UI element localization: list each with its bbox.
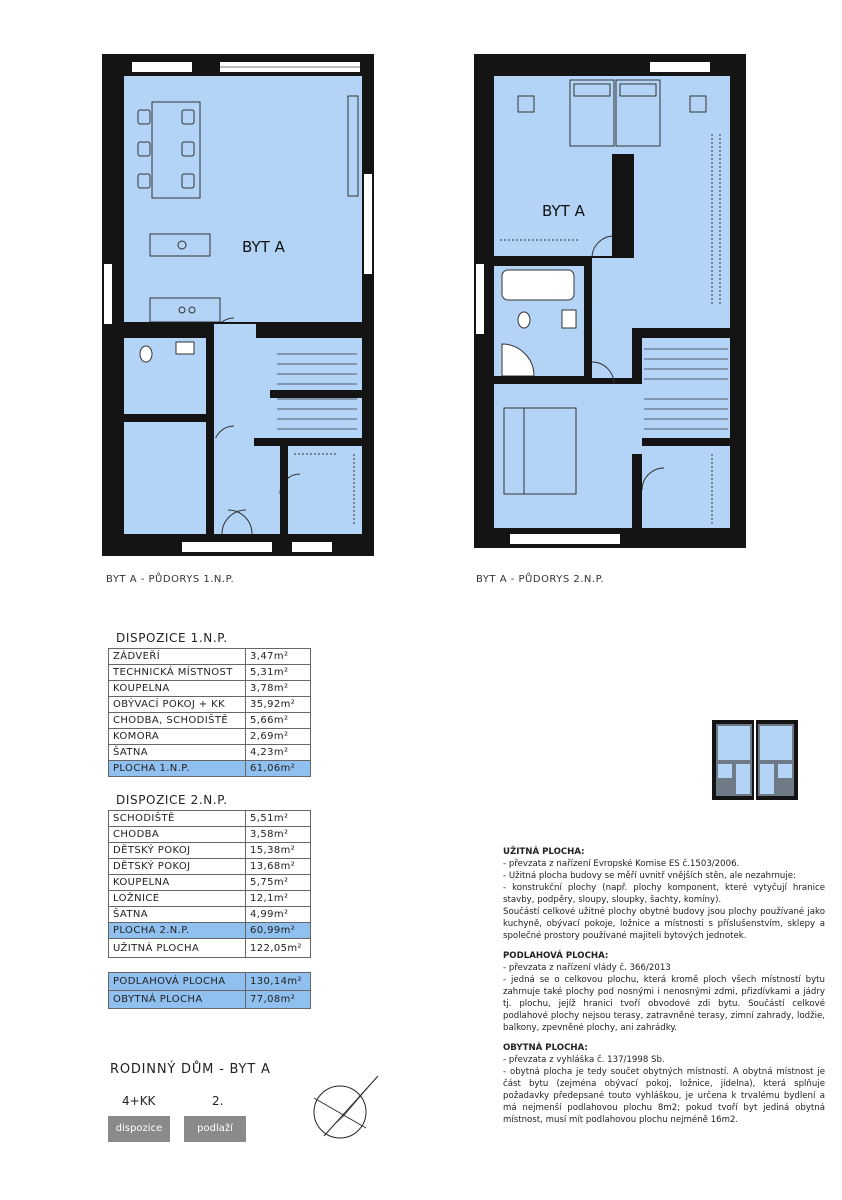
room-name: ZÁDVEŘÍ — [109, 649, 246, 665]
room-area: 3,78m² — [246, 681, 311, 697]
room-name: LOŽNICE — [109, 891, 246, 907]
note-line: - převzata z nařízení vlády č. 366/2013 — [503, 963, 671, 973]
usable-area-heading: UŽITNÁ PLOCHA: — [503, 847, 585, 857]
room-name: ŠATNA — [109, 745, 246, 761]
summary-area: 130,14m² — [246, 973, 311, 991]
total-name: PLOCHA 1.N.P. — [109, 761, 246, 777]
ground-plan-caption: BYT A - PŮDORYS 1.N.P. — [106, 574, 235, 585]
room-area: 4,99m² — [246, 907, 311, 923]
total-name: PLOCHA 2.N.P. — [109, 923, 246, 939]
room-area: 2,69m² — [246, 729, 311, 745]
upper-floor-plan — [474, 54, 746, 548]
note-line: Součástí celkové užitné plochy obytné budovy jsou plochy používané jako kuchyně, obývací pokoje, ložnice a místnosti s příslušenstvím, sklepy a společné prostory používané majiteli bytových jednotek. — [503, 907, 825, 941]
north-arrow-icon — [306, 1068, 386, 1148]
disposition-label: dispozice — [108, 1116, 170, 1142]
upper-plan-label: BYT A — [542, 202, 585, 220]
room-area: 4,23m² — [246, 745, 311, 761]
room-name: KOUPELNA — [109, 681, 246, 697]
room-area: 5,66m² — [246, 713, 311, 729]
disp2-title: DISPOZICE 2.N.P. — [116, 793, 228, 807]
ground-plan-label: BYT A — [242, 238, 285, 256]
room-name: DĚTSKÝ POKOJ — [109, 859, 246, 875]
room-name: KOUPELNA — [109, 875, 246, 891]
note-line: - převzata z nařízení Evropské Komise ES č.1503/2006. — [503, 859, 740, 869]
entrance — [214, 446, 280, 534]
table-row — [109, 713, 311, 729]
room-area: 5,51m² — [246, 811, 311, 827]
summary-row — [109, 973, 311, 991]
stair-ground — [270, 338, 362, 438]
upper-plan-caption: BYT A - PŮDORYS 2.N.P. — [476, 574, 605, 585]
table-row — [109, 843, 311, 859]
notes-section — [503, 842, 825, 1126]
room-area: 15,38m² — [246, 843, 311, 859]
room-name: TECHNICKÁ MÍSTNOST — [109, 665, 246, 681]
table-row — [109, 665, 311, 681]
room-area: 3,47m² — [246, 649, 311, 665]
note-line: - obytná plocha je tedy součet obytných místností. A obytná místnost je část bytu (zejména obývací pokoj, ložnice, jídelna), která splňuje požadavky předepsané touto vyhláškou, je určena k trvalému bydlení a má nejmenší podlahovou plochu 8m2; pokud tvoří byt jediná obytná místnost, musí mít podlahovou plochu nejméně 16m2. — [503, 1067, 825, 1125]
summary-name: PODLAHOVÁ PLOCHA — [109, 973, 246, 991]
note-line: - převzata z vyhláška č. 137/1998 Sb. — [503, 1055, 665, 1065]
room-name: SCHODIŠTĚ — [109, 811, 246, 827]
table-row — [109, 827, 311, 843]
kids-room-2 — [634, 76, 730, 328]
wardrobe-upper — [640, 446, 730, 528]
note-line: - Užitná plocha budovy se měří uvnitř vnějších stěn, ale nezahrnuje: — [503, 871, 796, 881]
room-name: CHODBA — [109, 827, 246, 843]
usable-area: 122,05m² — [246, 939, 311, 958]
total-row — [109, 761, 311, 777]
table-row — [109, 907, 311, 923]
table-row — [109, 745, 311, 761]
bedroom — [494, 384, 632, 528]
summary-table — [108, 972, 311, 1009]
table-row — [109, 681, 311, 697]
wardrobe-ground — [288, 446, 362, 534]
summary-name: OBYTNÁ PLOCHA — [109, 991, 246, 1009]
room-area: 35,92m² — [246, 697, 311, 713]
total-row — [109, 923, 311, 939]
table-row — [109, 811, 311, 827]
table-row — [109, 859, 311, 875]
living-room — [124, 76, 362, 322]
key-plan-thumbnail — [712, 720, 798, 800]
summary-area: 77,08m² — [246, 991, 311, 1009]
room-name: CHODBA, SCHODIŠTĚ — [109, 713, 246, 729]
table-row — [109, 891, 311, 907]
usable-row — [109, 939, 311, 958]
summary-row — [109, 991, 311, 1009]
table-row — [109, 875, 311, 891]
table-row — [109, 697, 311, 713]
floor-area-heading: PODLAHOVÁ PLOCHA: — [503, 951, 609, 961]
table-row — [109, 729, 311, 745]
disp1-title: DISPOZICE 1.N.P. — [116, 631, 228, 645]
room-area: 5,75m² — [246, 875, 311, 891]
room-name: ŠATNA — [109, 907, 246, 923]
usable-name: UŽITNÁ PLOCHA — [109, 939, 246, 958]
house-title: RODINNÝ DŮM - BYT A — [110, 1062, 271, 1077]
room-name: OBÝVACÍ POKOJ + KK — [109, 697, 246, 713]
room-name: DĚTSKÝ POKOJ — [109, 843, 246, 859]
total-area: 61,06m² — [246, 761, 311, 777]
disp2-table — [108, 810, 311, 958]
room-area: 12,1m² — [246, 891, 311, 907]
storage — [124, 422, 206, 534]
stair-upper — [642, 338, 730, 438]
table-row — [109, 649, 311, 665]
note-line: - jedná se o celkovou plochu, která kromě ploch všech místností bytu zahrnuje také plochy pod nosnými i nenosnými zdmi, přizdívkami a jádry tj. plochu, jejíž hranici tvoří obvodové zdi bytu. Součástí celkové podlahové plochy nejsou terasy, zatravněné terasy, zimní zahrady, lodžie, balkony, zpevněné plochy, ani zahrádky. — [503, 975, 825, 1033]
total-area: 60,99m² — [246, 923, 311, 939]
room-area: 13,68m² — [246, 859, 311, 875]
disp1-table — [108, 648, 311, 777]
floors-label: podlaží — [184, 1116, 246, 1142]
disposition-value: 4+KK — [122, 1094, 156, 1108]
floors-value: 2. — [212, 1094, 224, 1108]
living-area-heading: OBYTNÁ PLOCHA: — [503, 1043, 588, 1053]
hallway — [214, 338, 270, 438]
room-area: 5,31m² — [246, 665, 311, 681]
room-area: 3,58m² — [246, 827, 311, 843]
room-name: KOMORA — [109, 729, 246, 745]
ground-floor-plan — [102, 54, 374, 556]
note-line: - konstrukční plochy (např. plochy komponent, které vytyčují hranice stavby, podpěry, sloupy, sloupky, šachty, komíny). — [503, 883, 825, 905]
